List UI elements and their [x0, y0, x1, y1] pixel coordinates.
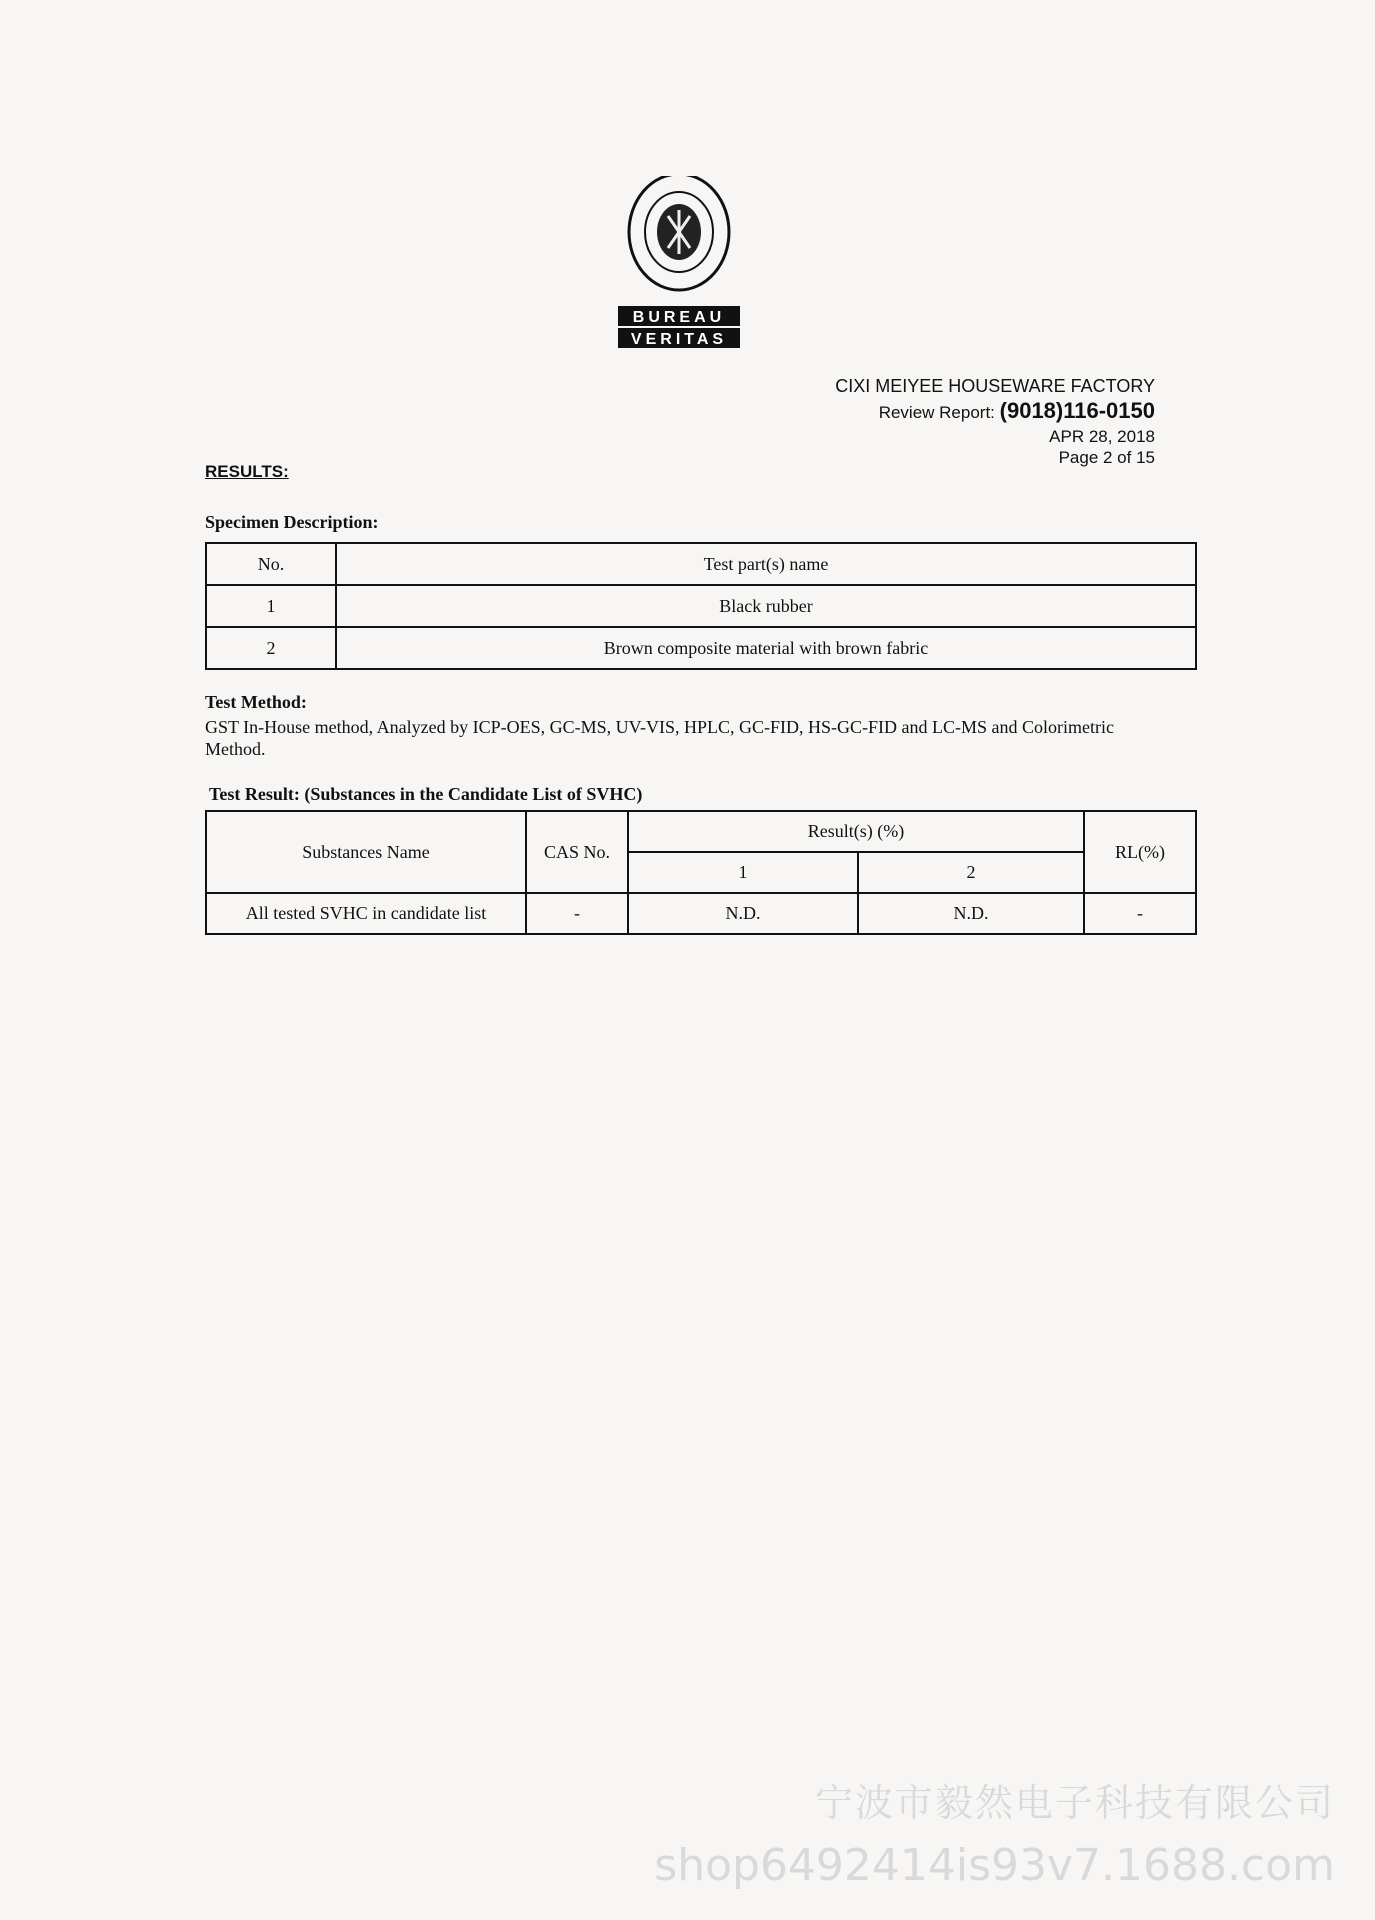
cas-number: - [526, 893, 628, 934]
specimen-title: Specimen Description: [205, 512, 379, 532]
table-row [206, 627, 1196, 669]
result-table [205, 810, 1197, 935]
specimen-no: 2 [206, 627, 336, 669]
page-number: Page 2 of 15 [1058, 448, 1155, 467]
report-line [835, 398, 1155, 426]
header-result-1: 1 [628, 852, 858, 893]
table-row [206, 585, 1196, 627]
header-result-2: 2 [858, 852, 1084, 893]
specimen-no: 1 [206, 585, 336, 627]
report-number: (9018)116-0150 [999, 398, 1155, 423]
results-heading: RESULTS: [205, 462, 289, 481]
report-label: Review Report: [878, 403, 995, 422]
result-1-value: N.D. [628, 893, 858, 934]
watermark-shop-url: shop6492414is93v7.1688.com [654, 1840, 1335, 1891]
table-row [206, 893, 1196, 934]
specimen-name: Brown composite material with brown fabric [336, 627, 1196, 669]
company-name: CIXI MEIYEE HOUSEWARE FACTORY [835, 376, 1155, 396]
report-date: APR 28, 2018 [1049, 427, 1155, 446]
header-cas-no: CAS No. [526, 811, 628, 893]
result-2-value: N.D. [858, 893, 1084, 934]
rl-value: - [1084, 893, 1196, 934]
specimen-table [205, 542, 1197, 670]
header-no: No. [206, 543, 336, 585]
bureau-veritas-seal-icon [608, 176, 750, 352]
method-title: Test Method: [205, 692, 307, 712]
logo-word-veritas: VERITAS [630, 331, 728, 348]
header-test-part-name: Test part(s) name [336, 543, 1196, 585]
header-rl: RL(%) [1084, 811, 1196, 893]
report-header [835, 374, 1155, 468]
result-title: Test Result: (Substances in the Candidate List of SVHC) [209, 784, 643, 804]
substance-name: All tested SVHC in candidate list [206, 893, 526, 934]
header-results: Result(s) (%) [628, 811, 1084, 852]
logo-word-bureau: BUREAU [632, 309, 726, 326]
watermark-company: 宁波市毅然电子科技有限公司 [814, 1781, 1335, 1825]
table-row [206, 811, 1196, 852]
method-text: GST In-House method, Analyzed by ICP-OES, GC-MS, UV-VIS, HPLC, GC-FID, HS-GC-FID and LC-MS and Colorimetric Method. [205, 717, 1114, 759]
bureau-veritas-logo [608, 176, 750, 352]
specimen-name: Black rubber [336, 585, 1196, 627]
header-substance-name: Substances Name [206, 811, 526, 893]
table-row [206, 543, 1196, 585]
